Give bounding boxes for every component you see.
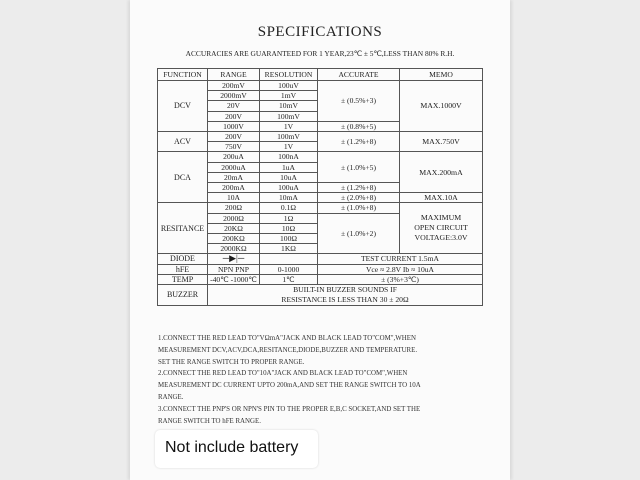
header-resolution: RESOLUTION <box>260 69 318 81</box>
note-line: SET THE RANGE SWITCH TO PROPER RANGE. <box>158 358 305 366</box>
accurate-cell: ± (2.0%+8) <box>318 193 400 203</box>
resolution-cell: 0-1000 <box>260 264 318 274</box>
table-row <box>158 152 483 162</box>
resolution-cell <box>260 254 318 264</box>
resolution-cell: 1V <box>260 121 318 131</box>
table-row <box>158 203 483 213</box>
table-row <box>158 254 483 264</box>
resolution-cell: 10mA <box>260 193 318 203</box>
resolution-cell: 1℃ <box>260 274 318 284</box>
range-cell: 200Ω <box>208 203 260 213</box>
memo-cell: MAX.1000V <box>400 81 483 132</box>
function-temp: TEMP <box>158 274 208 284</box>
memo-line: VOLTAGE:3.0V <box>414 233 468 243</box>
spec-table <box>157 68 483 306</box>
function-dca: DCA <box>158 152 208 203</box>
memo-cell: MAX.750V <box>400 132 483 152</box>
battery-notice-text: Not include battery <box>165 439 299 456</box>
memo-cell: MAX.200mA <box>400 152 483 193</box>
accuracy-guarantee: ACCURACIES ARE GUARANTEED FOR 1 YEAR,23℃ ± 5℃,LESS THAN 80% R.H. <box>185 49 455 58</box>
function-acv: ACV <box>158 132 208 152</box>
resolution-cell: 10Ω <box>260 223 318 233</box>
accurate-cell: ± (1.0%+2) <box>318 213 400 254</box>
resolution-cell: 100uV <box>260 81 318 91</box>
spec-sheet <box>130 0 510 480</box>
resolution-cell: 100uA <box>260 183 318 193</box>
table-row <box>158 264 483 274</box>
accurate-cell: ± (1.0%+5) <box>318 152 400 183</box>
note-line: 1.CONNECT THE RED LEAD TO"VΩmA"JACK AND BLACK LEAD TO"COM",WHEN <box>158 335 416 342</box>
accurate-cell: ± (1.2%+8) <box>318 132 400 152</box>
function-buzzer: BUZZER <box>158 285 208 306</box>
accurate-cell: ± (0.5%+3) <box>318 81 400 122</box>
function-dcv: DCV <box>158 81 208 132</box>
resolution-cell: 100nA <box>260 152 318 162</box>
memo-cell <box>400 203 483 254</box>
memo-line: MAXIMUM <box>420 213 462 223</box>
battery-notice-badge <box>155 430 318 468</box>
test-condition: TEST CURRENT 1.5mA <box>318 254 483 264</box>
function-resistance: RESITANCE <box>158 203 208 254</box>
range-cell: 200mA <box>208 183 260 193</box>
range-cell: 20KΩ <box>208 223 260 233</box>
header-accurate: ACCURATE <box>318 69 400 81</box>
range-cell: 200mV <box>208 81 260 91</box>
function-diode: DIODE <box>158 254 208 264</box>
accurate-cell: ± (0.8%+5) <box>318 121 400 131</box>
range-cell: 20V <box>208 101 260 111</box>
table-row <box>158 81 483 91</box>
usage-notes <box>158 333 488 427</box>
range-cell: 200KΩ <box>208 234 260 244</box>
note-line: MEASUREMENT DC CURRENT UPTO 200mA,AND SET THE RANGE SWITCH TO 10A <box>158 382 421 390</box>
table-row <box>158 132 483 142</box>
resolution-cell: 1KΩ <box>260 244 318 254</box>
diode-icon: ─▶|─ <box>208 254 260 264</box>
buzzer-description <box>208 285 483 306</box>
range-cell: 1000V <box>208 121 260 131</box>
note-line: MEASUREMENT DCV,ACV,DCA,RESITANCE,DIODE,BUZZER AND TEMPERATURE. <box>158 346 418 354</box>
range-cell: 200V <box>208 111 260 121</box>
range-cell: 2000KΩ <box>208 244 260 254</box>
range-cell: 200V <box>208 132 260 142</box>
range-cell: 2000Ω <box>208 213 260 223</box>
table-row <box>158 285 483 306</box>
range-cell: 2000mV <box>208 91 260 101</box>
resolution-cell: 10mV <box>260 101 318 111</box>
note-line: 3.CONNECT THE PNP'S OR NPN'S PIN TO THE PROPER E,B,C SOCKET,AND SET THE <box>158 405 421 413</box>
range-cell: -40℃ -1000℃ <box>208 274 260 284</box>
range-cell: 200uA <box>208 152 260 162</box>
resolution-cell: 100mV <box>260 111 318 121</box>
resolution-cell: 100mV <box>260 132 318 142</box>
test-condition: Vce ≈ 2.8V Ib ≈ 10uA <box>318 264 483 274</box>
range-cell: NPN PNP <box>208 264 260 274</box>
range-cell: 2000uA <box>208 162 260 172</box>
resolution-cell: 1Ω <box>260 213 318 223</box>
buzzer-line: BUILT-IN BUZZER SOUNDS IF <box>293 285 397 295</box>
header-function: FUNCTION <box>158 69 208 81</box>
resolution-cell: 10uA <box>260 172 318 182</box>
accurate-cell: ± (1.0%+8) <box>318 203 400 213</box>
accurate-cell: ± (1.2%+8) <box>318 183 400 193</box>
memo-cell: MAX.10A <box>400 193 483 203</box>
range-cell: 10A <box>208 193 260 203</box>
memo-line: OPEN CIRCUIT <box>414 223 468 233</box>
note-line: RANGE SWITCH TO hFE RANGE. <box>158 417 261 425</box>
header-range: RANGE <box>208 69 260 81</box>
note-line: RANGE. <box>158 393 184 401</box>
resolution-cell: 1uA <box>260 162 318 172</box>
resolution-cell: 100Ω <box>260 234 318 244</box>
page-title: SPECIFICATIONS <box>257 24 383 40</box>
table-row <box>158 274 483 284</box>
resolution-cell: 1mV <box>260 91 318 101</box>
range-cell: 750V <box>208 142 260 152</box>
note-line: 2.CONNECT THE RED LEAD TO"10A"JACK AND BLACK LEAD TO"COM",WHEN <box>158 370 408 378</box>
resolution-cell: 1V <box>260 142 318 152</box>
range-cell: 20mA <box>208 172 260 182</box>
resolution-cell: 0.1Ω <box>260 203 318 213</box>
function-hfe: hFE <box>158 264 208 274</box>
accurate-cell: ± (3%+3℃) <box>318 274 483 284</box>
header-memo: MEMO <box>400 69 483 81</box>
table-header-row <box>158 69 483 81</box>
buzzer-line: RESISTANCE IS LESS THAN 30 ± 20Ω <box>281 295 409 305</box>
